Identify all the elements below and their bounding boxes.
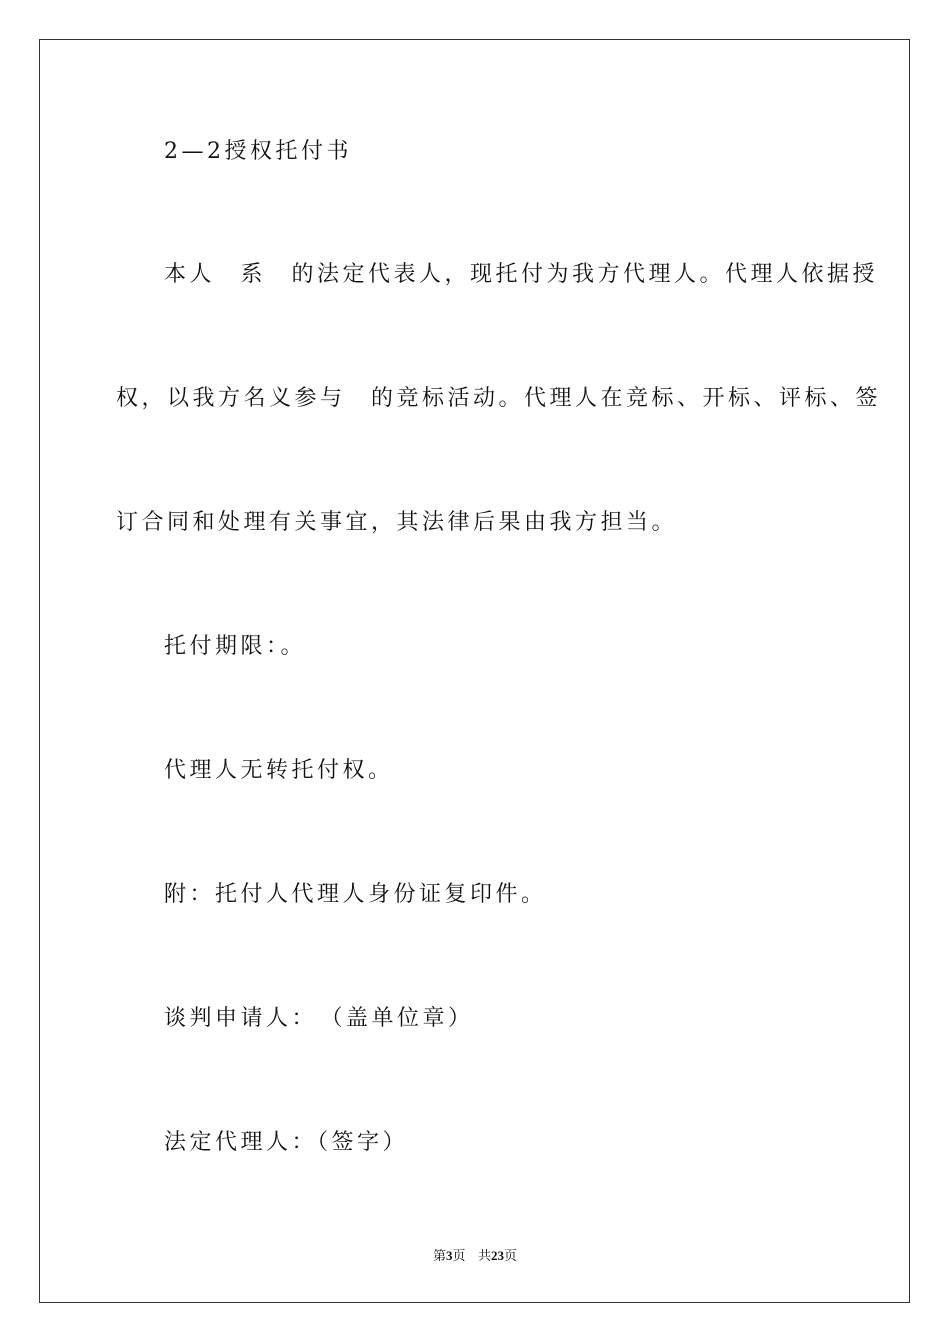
document-heading: 2—2授权托付书 [164, 139, 352, 164]
footer-total-suffix: 页 [503, 1249, 517, 1264]
footer-page-prefix: 第 [433, 1249, 447, 1264]
footer-page-number: 3 [446, 1248, 453, 1263]
page-border [39, 39, 910, 1303]
paragraph-line-2: 权，以我方名义参与 的竞标活动。代理人在竞标、开标、评标、签 [116, 386, 882, 411]
page-footer [0, 1247, 950, 1266]
no-delegation-line: 代理人无转托付权。 [164, 758, 394, 783]
applicant-line: 谈判申请人： （盖单位章） [164, 1006, 474, 1031]
term-line: 托付期限：。 [164, 634, 307, 659]
footer-total-pages: 23 [490, 1248, 504, 1263]
footer-page-suffix: 页 [452, 1249, 466, 1264]
paragraph-line-3: 订合同和处理有关事宜，其法律后果由我方担当。 [116, 510, 678, 535]
paragraph-line-1: 本人 系 的法定代表人，现托付为我方代理人。代理人依据授 [164, 262, 879, 287]
legal-agent-line: 法定代理人：（签字） [164, 1130, 409, 1155]
footer-total-prefix: 共 [477, 1249, 491, 1264]
attachment-line: 附：托付人代理人身份证复印件。 [164, 882, 547, 907]
